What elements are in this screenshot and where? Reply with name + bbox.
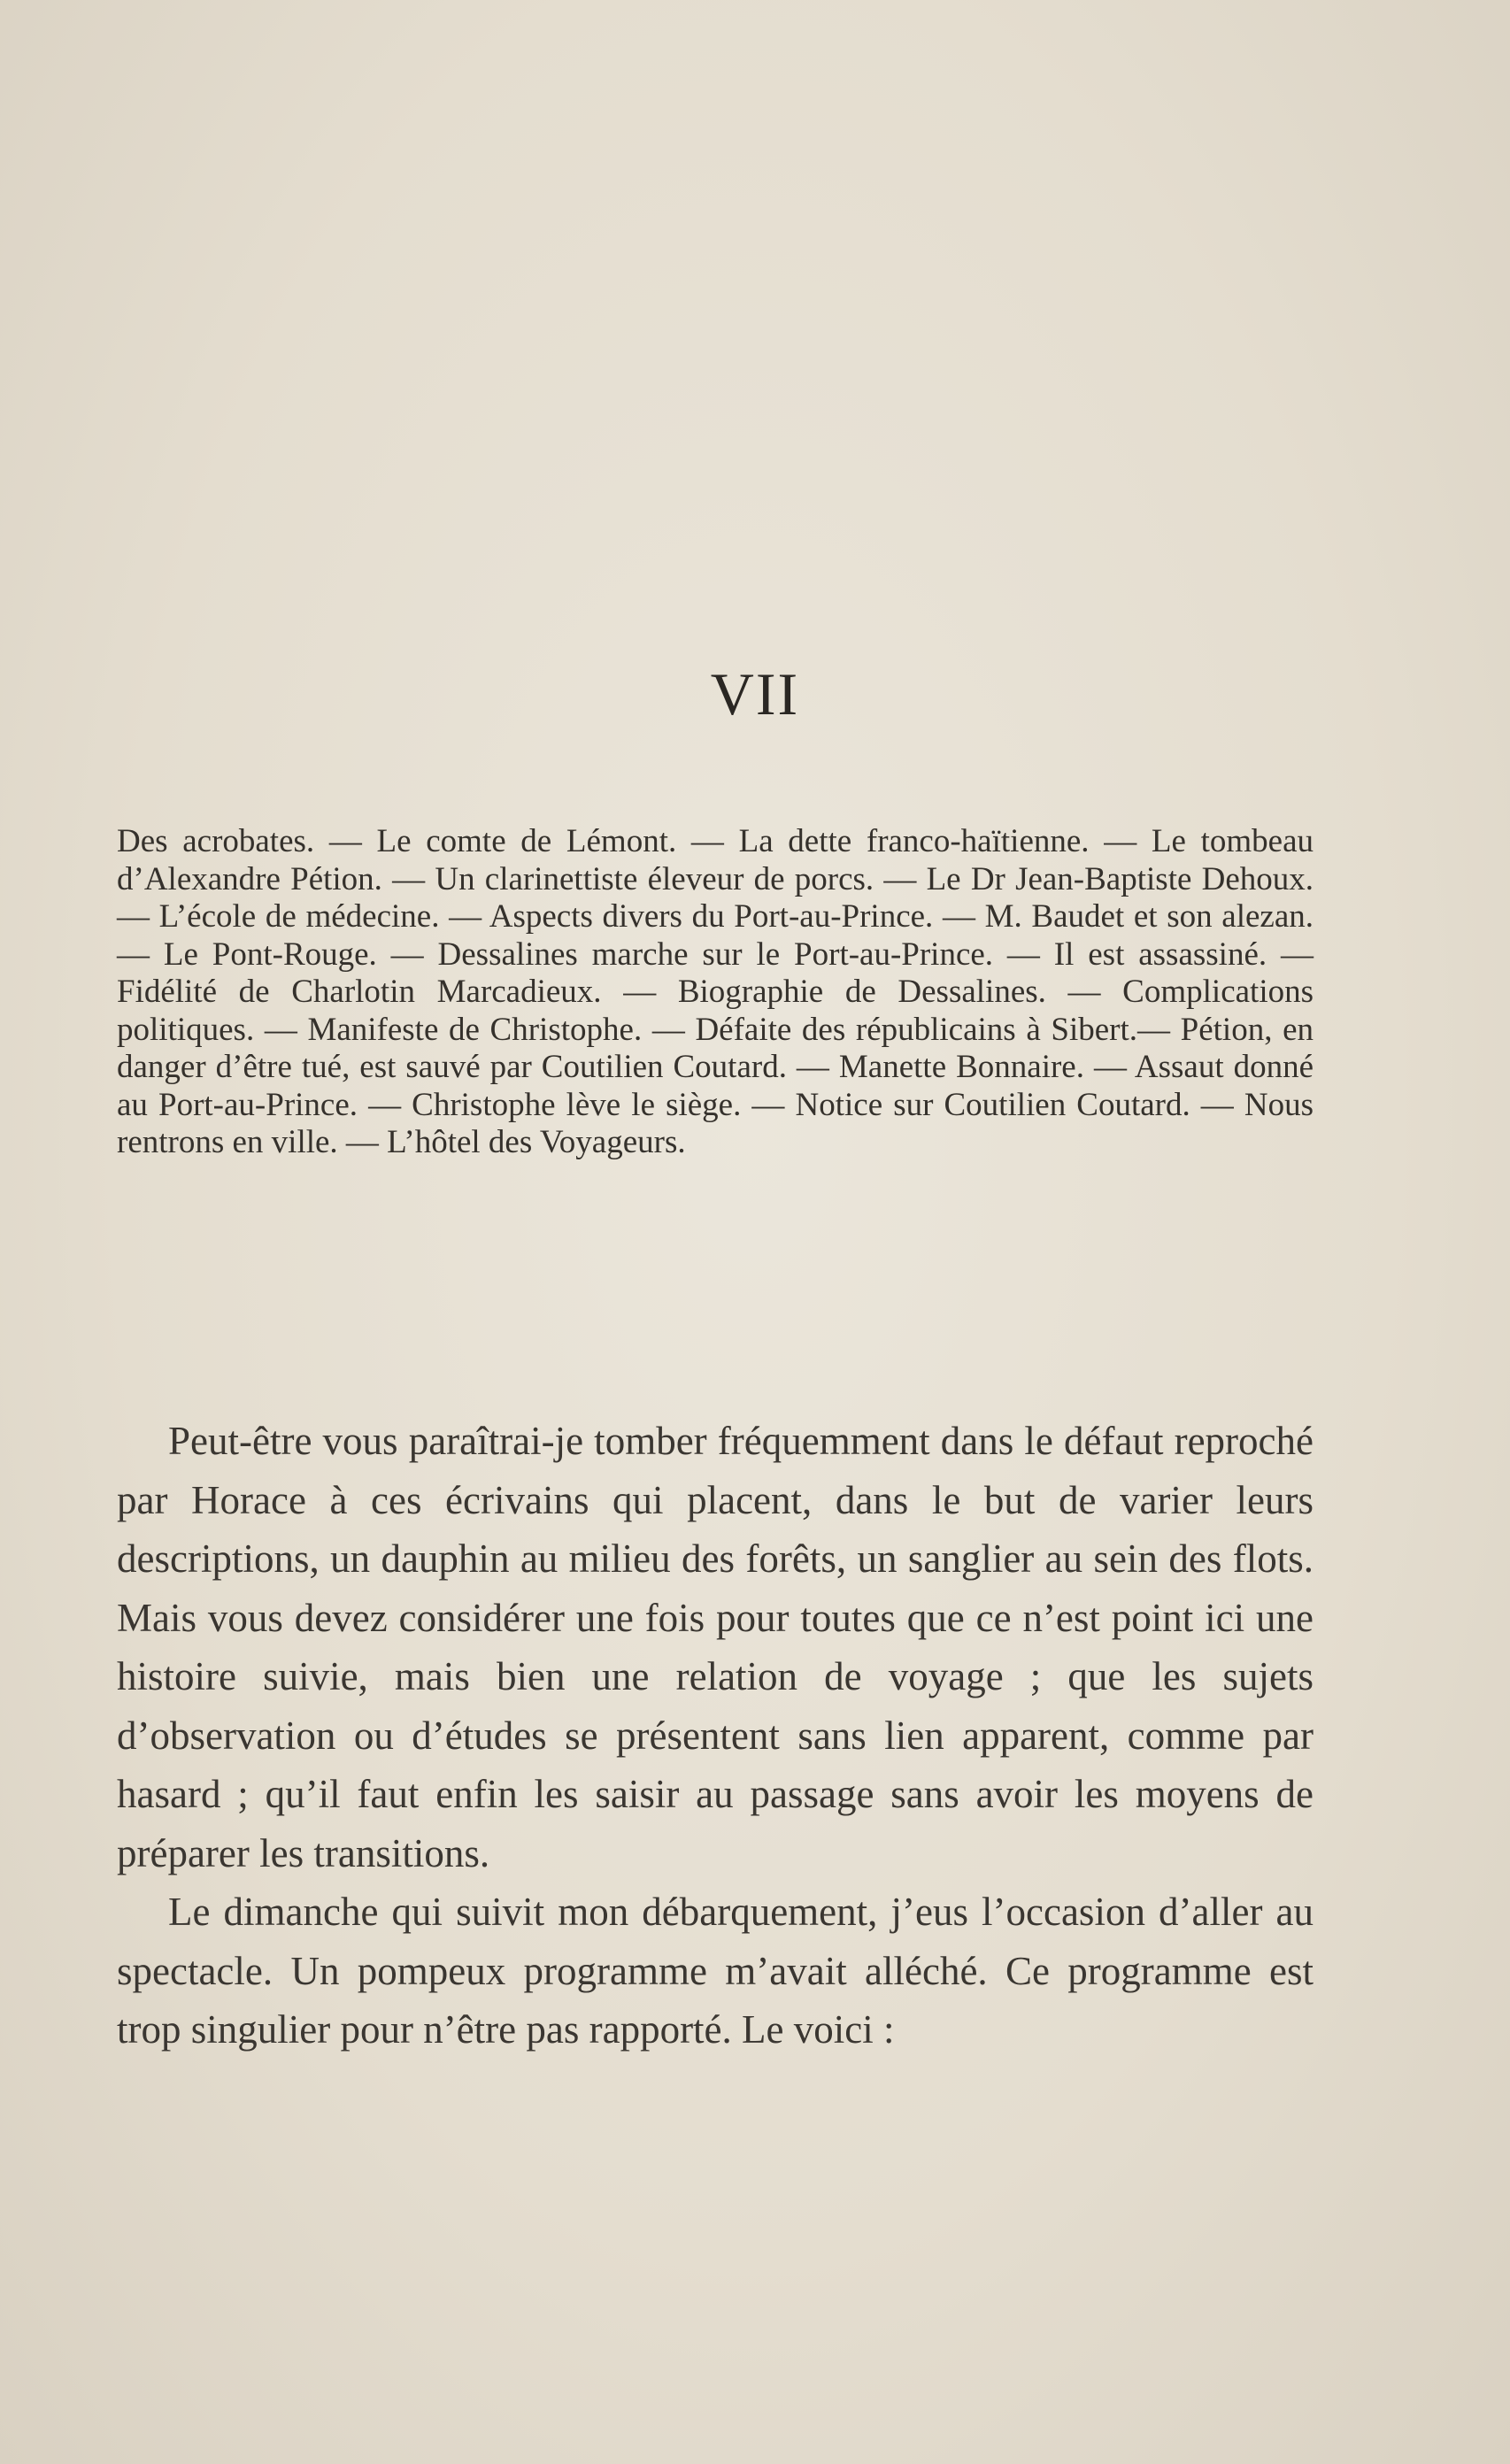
- body-paragraph-2: Le dimanche qui suivit mon débarquement, j’eus l’occasion d’aller au spectacle. Un pompeux programme m’avait alléché. Ce programme est trop singulier pour n’être pas rapporté. Le voici :: [117, 1890, 1314, 2052]
- body-text: [117, 1412, 1314, 2060]
- body-paragraph-1: Peut-être vous paraîtrai-je tomber fréquemment dans le défaut reproché par Horace à ces écrivains qui placent, dans le but de varier leurs descriptions, un dauphin au milieu des forêts, un sanglier au sein des flots. Mais vous devez considérer une fois pour toutes que ce n’est point ici une histoire suivie, mais bien une relation de voyage ; que les sujets d’observation ou d’études se présentent sans lien apparent, comme par hasard ; qu’il faut enfin les saisir au passage sans avoir les moyens de préparer les transitions.: [117, 1419, 1314, 1875]
- chapter-summary-text: Des acrobates. — Le comte de Lémont. — La dette franco-haïtienne. — Le tombeau d’Alexandre Pétion. — Un clarinettiste éleveur de porcs. — Le Dr Jean-Baptiste Dehoux. — L’école de médecine. — Aspects divers du Port-au-Prince. — M. Baudet et son alezan. — Le Pont-Rouge. — Dessalines marche sur le Port-au-Prince. — Il est assassiné. — Fidélité de Charlotin Marcadieux. — Biographie de Dessalines. — Complications politiques. — Manifeste de Christophe. — Défaite des républicains à Sibert.— Pétion, en danger d’être tué, est sauvé par Coutilien Coutard. — Manette Bonnaire. — Assaut donné au Port-au-Prince. — Christophe lève le siège. — Notice sur Coutilien Coutard. — Nous rentrons en ville. — L’hôtel des Voyageurs.: [117, 823, 1314, 1160]
- chapter-number: VII: [710, 660, 800, 728]
- chapter-summary: [117, 823, 1314, 1162]
